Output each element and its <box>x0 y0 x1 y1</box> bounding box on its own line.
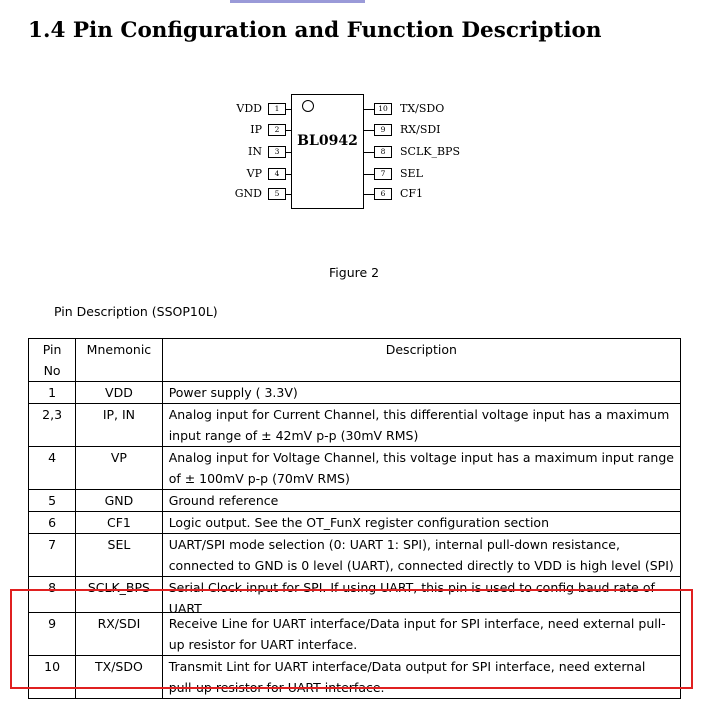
description-line: pull-up resistor for UART interface. <box>168 680 385 695</box>
pin-number: 10 <box>29 656 76 699</box>
description <box>162 534 680 577</box>
left-pin-label: IN <box>248 145 262 158</box>
header-description: Description <box>162 339 680 382</box>
pin-number: 8 <box>29 577 76 613</box>
highlight-box <box>10 589 693 689</box>
description-line: Analog input for Voltage Channel, this voltage input has a maximum input range <box>168 450 674 465</box>
left-pin-number: 3 <box>268 146 286 158</box>
chip-name: BL0942 <box>297 133 358 149</box>
left-pin-number: 5 <box>268 188 286 200</box>
mnemonic: TX/SDO <box>76 656 163 699</box>
table-row <box>29 404 681 447</box>
left-pin-number: 2 <box>268 124 286 136</box>
table-row <box>29 382 681 404</box>
description <box>162 490 680 512</box>
mnemonic: RX/SDI <box>76 613 163 656</box>
description-line: connected to GND is 0 level (UART), connected directly to VDD is high level (SPI) <box>168 558 674 573</box>
right-pin-number: 6 <box>374 188 392 200</box>
left-pin-lead <box>286 152 291 153</box>
left-pin-label: IP <box>250 123 262 136</box>
right-pin-lead <box>364 130 374 131</box>
description-line: Analog input for Current Channel, this differential voltage input has a maximum <box>168 407 670 422</box>
description-line: Serial Clock input for SPI. If using UART, this pin is used to config baud rate of <box>168 580 655 595</box>
description-line: of ± 100mV p-p (70mV RMS) <box>168 471 350 486</box>
left-pin-number: 4 <box>268 168 286 180</box>
description-line: UART <box>168 601 202 612</box>
right-pin-number: 9 <box>374 124 392 136</box>
description-line: Transmit Lint for UART interface/Data output for SPI interface, need external <box>168 659 646 674</box>
pin-number: 5 <box>29 490 76 512</box>
right-pin-lead <box>364 174 374 175</box>
right-pin-lead <box>364 109 374 110</box>
right-pin-label: CF1 <box>400 187 424 200</box>
description-line: Logic output. See the OT_FunX register configuration section <box>168 515 549 530</box>
pin1-marker-icon <box>302 100 314 112</box>
chip-body <box>291 94 364 209</box>
pin-number: 4 <box>29 447 76 490</box>
header-pin-no: Pin No <box>29 339 76 382</box>
description-line: UART/SPI mode selection (0: UART 1: SPI), internal pull-down resistance, <box>168 537 620 552</box>
mnemonic: CF1 <box>76 512 163 534</box>
mnemonic: VP <box>76 447 163 490</box>
top-rule <box>230 0 365 3</box>
right-pin-lead <box>364 194 374 195</box>
left-pin-number: 1 <box>268 103 286 115</box>
table-row <box>29 512 681 534</box>
right-pin-number: 10 <box>374 103 392 115</box>
right-pin-label: SEL <box>400 167 423 180</box>
description <box>162 447 680 490</box>
mnemonic: GND <box>76 490 163 512</box>
description-line: up resistor for UART interface. <box>168 637 358 652</box>
description-line: input range of ± 42mV p-p (30mV RMS) <box>168 428 419 443</box>
description-line: Receive Line for UART interface/Data input for SPI interface, need external pull- <box>168 616 666 631</box>
right-pin-lead <box>364 152 374 153</box>
right-pin-label: SCLK_BPS <box>400 145 460 158</box>
description <box>162 382 680 404</box>
section-title: 1.4 Pin Configuration and Function Description <box>28 18 602 43</box>
table-row <box>29 447 681 490</box>
mnemonic: VDD <box>76 382 163 404</box>
table-row <box>29 490 681 512</box>
description-line: Power supply ( 3.3V) <box>168 385 298 400</box>
pin-number: 2,3 <box>29 404 76 447</box>
left-pin-lead <box>286 130 291 131</box>
left-pin-lead <box>286 194 291 195</box>
description-line: Ground reference <box>168 493 279 508</box>
right-pin-label: RX/SDI <box>400 123 441 136</box>
right-pin-number: 8 <box>374 146 392 158</box>
mnemonic: SEL <box>76 534 163 577</box>
mnemonic: SCLK_BPS <box>76 577 163 613</box>
left-pin-label: VDD <box>236 102 262 115</box>
description <box>162 404 680 447</box>
pin-number: 6 <box>29 512 76 534</box>
pin-number: 7 <box>29 534 76 577</box>
description <box>162 512 680 534</box>
left-pin-lead <box>286 109 291 110</box>
pin-number: 9 <box>29 613 76 656</box>
table-header-row <box>29 339 681 382</box>
left-pin-label: GND <box>234 187 262 200</box>
table-caption: Pin Description (SSOP10L) <box>54 304 218 319</box>
mnemonic: IP, IN <box>76 404 163 447</box>
figure-caption: Figure 2 <box>329 265 380 280</box>
right-pin-number: 7 <box>374 168 392 180</box>
left-pin-label: VP <box>246 167 262 180</box>
right-pin-label: TX/SDO <box>400 102 445 115</box>
header-mnemonic: Mnemonic <box>76 339 163 382</box>
pin-number: 1 <box>29 382 76 404</box>
left-pin-lead <box>286 174 291 175</box>
table-row <box>29 534 681 577</box>
